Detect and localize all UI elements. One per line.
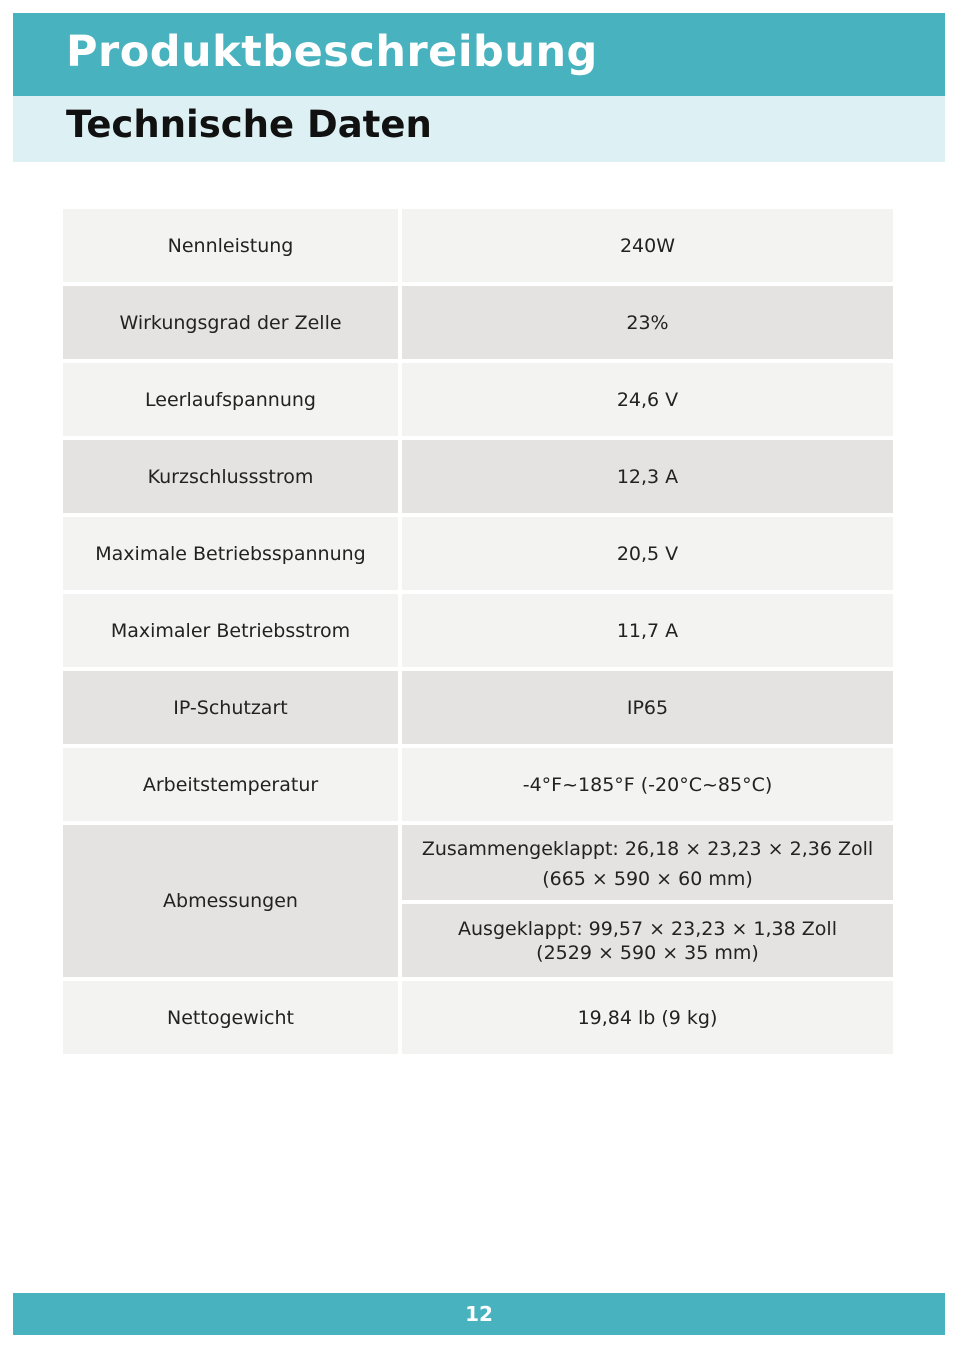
spec-value-folded <box>402 825 893 904</box>
spec-value: 24,6 V <box>402 363 893 440</box>
table-row <box>63 209 893 286</box>
spec-value: -4°F~185°F (-20°C~85°C) <box>402 748 893 825</box>
page-number: 12 <box>465 1302 493 1326</box>
spec-label: Arbeitstemperatur <box>63 748 402 825</box>
spec-label: Nettogewicht <box>63 981 402 1054</box>
spec-value-unfolded <box>402 904 893 981</box>
spec-label: IP-Schutzart <box>63 671 402 748</box>
spec-label: Nennleistung <box>63 209 402 286</box>
footer-banner <box>13 1293 945 1335</box>
folded-size-metric: (665 × 590 × 60 mm) <box>542 867 753 890</box>
unfolded-size-metric: (2529 × 590 × 35 mm) <box>536 941 759 964</box>
table-row <box>63 981 893 1054</box>
spec-value: 20,5 V <box>402 517 893 594</box>
spec-value: 12,3 A <box>402 440 893 517</box>
section-title: Technische Daten <box>66 103 432 146</box>
spec-label: Wirkungsgrad der Zelle <box>63 286 402 363</box>
spec-label: Leerlaufspannung <box>63 363 402 440</box>
table-row <box>63 440 893 517</box>
spec-table <box>63 209 893 1054</box>
spec-value: IP65 <box>402 671 893 748</box>
spec-label: Maximale Betriebsspannung <box>63 517 402 594</box>
section-banner <box>13 96 945 162</box>
spec-value: 240W <box>402 209 893 286</box>
table-row <box>63 286 893 363</box>
spec-label: Kurzschlussstrom <box>63 440 402 517</box>
spec-label: Abmessungen <box>63 825 402 981</box>
table-row <box>63 594 893 671</box>
table-row <box>63 671 893 748</box>
table-row <box>63 363 893 440</box>
unfolded-size-imperial: Ausgeklappt: 99,57 × 23,23 × 1,38 Zoll <box>458 917 837 940</box>
table-row <box>63 517 893 594</box>
table-row-dimensions <box>63 825 893 904</box>
page-title: Produktbeschreibung <box>66 27 598 77</box>
folded-size-imperial: Zusammengeklappt: 26,18 × 23,23 × 2,36 Zoll <box>421 837 874 860</box>
header-banner <box>13 13 945 96</box>
spec-value: 11,7 A <box>402 594 893 671</box>
spec-value: 23% <box>402 286 893 363</box>
spec-label: Maximaler Betriebsstrom <box>63 594 402 671</box>
table-row <box>63 748 893 825</box>
spec-value: 19,84 lb (9 kg) <box>402 981 893 1054</box>
